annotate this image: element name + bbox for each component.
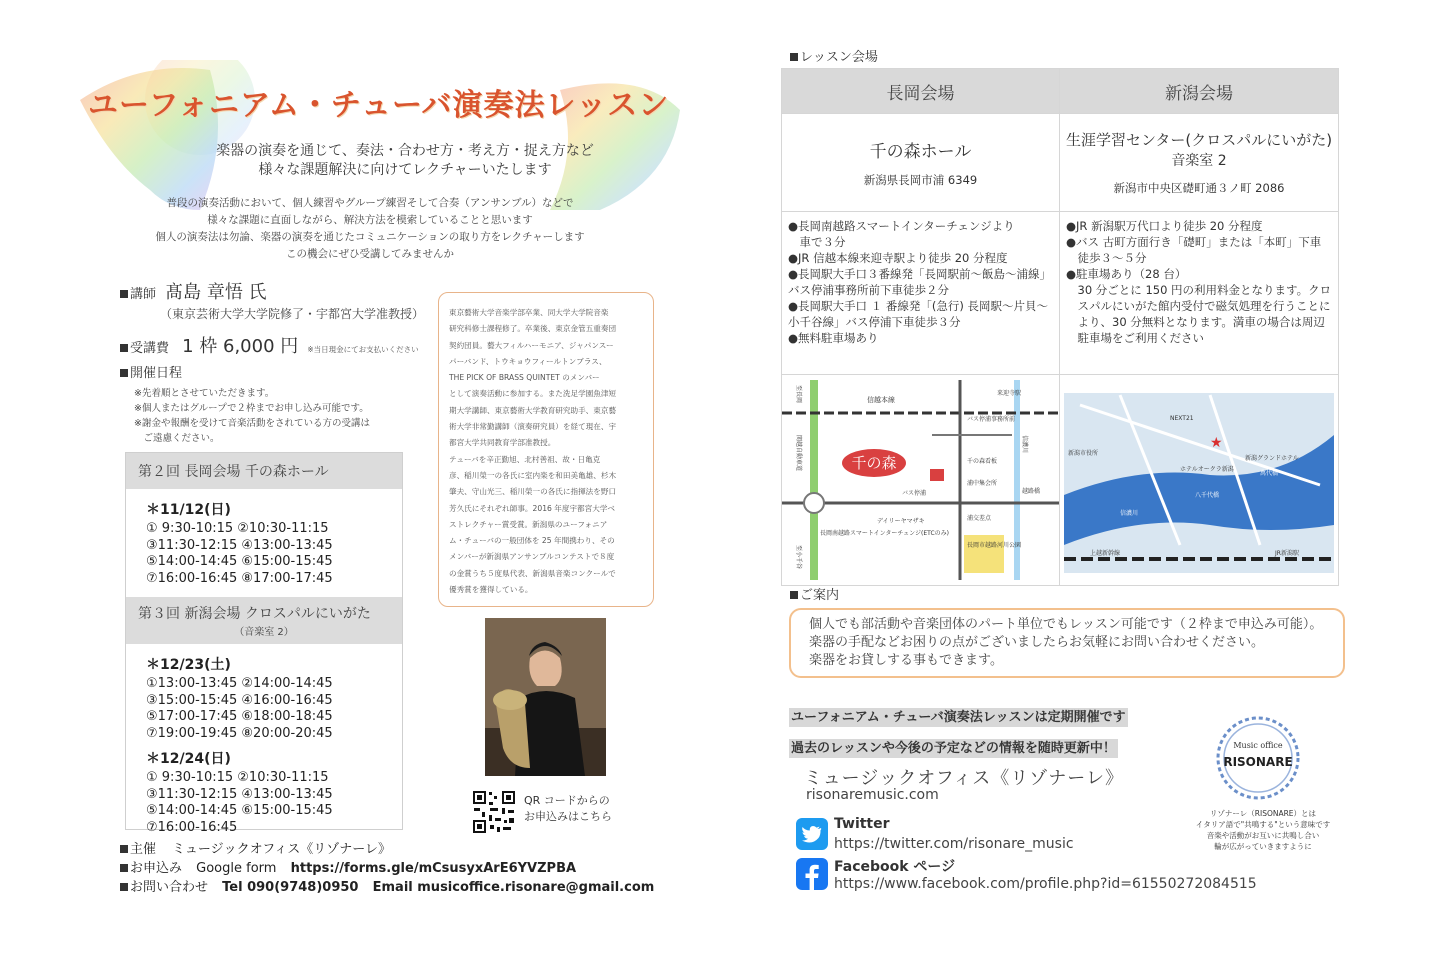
map-hall-label: 千の森 xyxy=(851,454,897,472)
map-target-star-icon: ★ xyxy=(1210,435,1223,451)
building-marker xyxy=(930,469,944,481)
logo-caption-line: 音楽や活動がお互いに共鳴し合い xyxy=(1206,831,1320,840)
slot-row: ③11:30-12:15 ④13:00-13:45 xyxy=(146,786,333,802)
venue2-room: 音楽室 2 xyxy=(1171,153,1227,169)
bio-line: として演奏活動に参加する。また洗足学園魚津短 xyxy=(449,389,617,399)
risonare-logo-emblem xyxy=(1208,712,1308,804)
fee-row xyxy=(120,332,419,358)
facebook-url-link[interactable]: https://www.facebook.com/profile.php?id=61550272084515 xyxy=(834,876,1257,892)
bio-line: 都宮大学共同教育学部准教授。 xyxy=(449,438,556,448)
contact-label: お問い合わせ xyxy=(130,880,209,895)
map-hotel-label: 新潟グランドホテル xyxy=(1245,455,1299,462)
bullet-square xyxy=(120,864,128,872)
map-store-label: デイリーヤマザキ xyxy=(877,518,925,525)
instructor-photo xyxy=(485,618,606,776)
session3-header: 第３回 新潟会場 クロスパルにいがた xyxy=(138,606,371,622)
twitter-label: Twitter xyxy=(834,816,890,832)
facebook-f-icon xyxy=(796,858,828,890)
slot-row: ① 9:30-10:15 ②10:30-11:15 xyxy=(146,770,329,785)
note-line: ご遠慮ください。 xyxy=(134,433,220,444)
map-kouminkan-label: 浦中集会所 xyxy=(967,480,998,487)
slot-row: ⑤17:00-17:45 ⑥18:00-18:45 xyxy=(146,709,333,724)
venue2-header: 新潟会場 xyxy=(1060,69,1339,114)
slot-row: ⑦16:00-16:45 ⑧17:00-17:45 xyxy=(146,570,333,586)
apply-form-name: Google form xyxy=(196,861,277,876)
guide-box xyxy=(789,608,1345,678)
map-dir-label: 至長岡 xyxy=(795,385,802,404)
venue1-header: 長岡会場 xyxy=(782,69,1060,114)
access-line: 30 分ごとに 150 円の利用料金となります。クロ xyxy=(1066,283,1332,297)
twitter-icon[interactable] xyxy=(796,818,828,850)
qr-caption-line: QR コードからの xyxy=(524,794,610,807)
nagaoka-map xyxy=(782,375,1059,585)
map-ic-label: 長岡南越路スマートインターチェンジ(ETCのみ) xyxy=(820,530,949,537)
bio-line: 期大学講師、東京藝術大学教育研究助手、東京藝 xyxy=(449,405,617,415)
host-value: ミュージックオフィス《リゾナーレ》 xyxy=(172,842,391,857)
venue1-access xyxy=(782,212,1060,375)
access-line: 車で３分 xyxy=(788,235,846,249)
map-next21-label: NEXT21 xyxy=(1170,415,1194,422)
map-rail-label: 信越本線 xyxy=(867,396,895,404)
bio-line: 優秀賞を獲得している。 xyxy=(449,585,533,595)
map-hotel-label: ホテルオークラ新潟 xyxy=(1180,466,1234,473)
slot-row: ③15:00-15:45 ④16:00-16:45 xyxy=(146,692,333,708)
regular-notice xyxy=(789,706,1128,725)
instructor-label: 講師 xyxy=(130,287,157,302)
intro-line: 個人の演奏法は勿論、楽器の演奏を通じたコミュニケーションの取り方をレクチャーします xyxy=(155,231,585,243)
instructor-photo-illustration xyxy=(485,618,606,776)
notes xyxy=(134,386,370,446)
schedule-label: 開催日程 xyxy=(130,366,183,381)
apply-label: お申込み xyxy=(130,861,183,876)
bio-line: 肇夫、守山光三、稲川榮一の各氏に指揮法を野口 xyxy=(449,487,617,497)
bio-line: THE PICK OF BRASS QUINTET のメンバー xyxy=(449,373,600,383)
guide-section-title xyxy=(790,584,839,603)
qr-caption-line: お申込みはこちら xyxy=(524,810,612,823)
bio-line: 術大学非常勤講師（演奏研究員）を経て現在、宇 xyxy=(449,422,617,432)
slot-row: ⑦19:00-19:45 ⑧20:00-20:45 xyxy=(146,725,333,741)
contact-row xyxy=(120,876,654,895)
access-line: 徒歩３〜５分 xyxy=(1066,251,1147,265)
map-station-label: JR新潟駅 xyxy=(1275,550,1299,557)
instructor-row xyxy=(120,278,267,304)
session3-date2: ＊12/24(日) xyxy=(146,751,231,767)
note-line: ※謝金や報酬を受けて音楽活動をされている方の受講は xyxy=(134,418,370,429)
bio-line: パーバンド、トウキョウフィールトンブラス、 xyxy=(449,356,607,366)
map-bridge-label: 八千代橋 xyxy=(1195,492,1220,499)
note-line: ※個人またはグループで２枠までお申し込み可能です。 xyxy=(134,403,369,414)
access-line: スパルにいがた館内受付で磁気処理を行うことに xyxy=(1066,299,1331,313)
facebook-label: Facebook ページ xyxy=(834,859,956,875)
map-city-label: 新潟市役所 xyxy=(1068,450,1099,457)
host-label: 主催 xyxy=(130,842,157,857)
venue1-address: 新潟県長岡市浦 6349 xyxy=(863,173,978,187)
access-line: より、30 分無料となります。満車の場合は周辺 xyxy=(1066,315,1325,329)
subtitle xyxy=(180,142,630,180)
bullet-square xyxy=(120,369,128,377)
fee-note: ※当日現金にてお支払いください xyxy=(307,345,419,354)
logo-small-text: Music office xyxy=(1233,741,1283,750)
bullet-square xyxy=(120,290,128,298)
regular-line: ユーフォニアム・チューバ演奏法レッスンは定期開催です xyxy=(791,710,1126,725)
bio-line: テューバを辛正勤旭、北村善祖、故・日亀克 xyxy=(449,454,601,464)
venue2-name-cell xyxy=(1060,114,1339,212)
twitter-bird-icon xyxy=(796,818,828,850)
contact-email-link[interactable]: Email musicoffice.risonare@gmail.com xyxy=(372,880,655,895)
slot-row: ③11:30-12:15 ④13:00-13:45 xyxy=(146,537,333,553)
org-url-link[interactable]: risonaremusic.com xyxy=(806,787,939,803)
page-title: ユーフォニアム・チューバ演奏法レッスン xyxy=(88,88,670,123)
session3-header-block xyxy=(126,597,402,644)
park-area xyxy=(964,535,1004,573)
risonare-logo xyxy=(1208,712,1308,804)
facebook-icon[interactable] xyxy=(796,858,828,890)
session2-slots xyxy=(146,521,402,587)
venue2-name: 生涯学習センター(クロスパルにいがた) xyxy=(1065,131,1333,149)
guide-section-label: ご案内 xyxy=(800,588,840,603)
access-line: ●長岡駅大手口３番線発「長岡駅前〜飯島〜浦線」 xyxy=(788,267,1052,281)
venue1-name-cell xyxy=(782,114,1060,212)
bullet-square xyxy=(120,845,128,853)
instructor-name: 髙島 章悟 氏 xyxy=(165,282,267,303)
fee-label: 受講費 xyxy=(130,341,170,356)
interchange-marker xyxy=(804,493,824,513)
bio-line: ム・チューバの一般団体を 25 年間携わり、その xyxy=(449,536,615,546)
guide-line: 個人でも部活動や音楽団体のパート単位でもレッスン可能です（２枠まで申込み可能）。 xyxy=(809,617,1323,632)
subtitle-line: 様々な課題解決に向けてレクチャーいたします xyxy=(258,162,552,178)
slot-row: ⑦16:00-16:45 xyxy=(146,819,238,835)
bio-line: 彦、稲川榮一の各氏に室内楽を和田美亀雄、杉木 xyxy=(449,470,617,480)
map-expressway-label: 関越自動車道 xyxy=(795,435,802,472)
session2-date: ＊11/12(日) xyxy=(146,502,231,518)
access-line: ●JR 新潟駅万代口より徒歩 20 分程度 xyxy=(1066,219,1263,233)
niigata-map xyxy=(1060,375,1338,585)
slot-row: ① 9:30-10:15 ②10:30-11:15 xyxy=(146,521,329,536)
bio-line: 東京藝術大学音楽学部卒業、同大学大学院音楽 xyxy=(449,308,609,317)
map-river-label: 信濃川 xyxy=(1120,510,1139,517)
session2-header: 第２回 長岡会場 千の森ホール xyxy=(126,453,402,489)
map-rail-label: 上越新幹線 xyxy=(1090,550,1121,557)
apply-row xyxy=(120,857,576,876)
map-dir-label: 至小千谷 xyxy=(795,545,802,570)
intro-line: 様々な課題に直面しながら、解決方法を模索していることと思います xyxy=(207,214,533,226)
slot-row: ⑤14:00-14:45 ⑥15:00-15:45 xyxy=(146,554,333,569)
access-line: ●無料駐車場あり xyxy=(788,331,879,345)
map-busstop-label: バス停浦 xyxy=(902,490,927,497)
guide-line: 楽器の手配などお困りの点がございましたらお気軽にお問い合わせください。 xyxy=(809,635,1265,650)
access-line: ●長岡南越路スマートインターチェンジより xyxy=(788,219,1015,233)
bio-line: 研究科修士課程修了。卒業後、東京金管五重奏団 xyxy=(449,324,617,334)
logo-caption xyxy=(1188,808,1338,852)
map-crossing-label: 浦交差点 xyxy=(967,515,992,522)
access-line: ●長岡駅大手口 １ 番線発「(急行) 長岡駅〜片貝〜 xyxy=(788,299,1048,313)
intro-line: 普段の演奏活動において、個人練習やグループ練習そして合奏（アンサンブル）などで xyxy=(166,197,574,209)
access-line: 駐車場をご利用ください xyxy=(1066,331,1204,345)
apply-url-link[interactable]: https://forms.gle/mCsusyxArE6YVZPBA xyxy=(290,861,577,876)
contact-tel[interactable]: Tel 090(9748)0950 xyxy=(222,880,359,895)
bullet-square xyxy=(790,591,798,599)
venue-section-label: レッスン会場 xyxy=(800,50,878,65)
session3-slots1 xyxy=(146,676,402,742)
bio-line: 芳久氏にそれぞれ師事。2016 年度宇都宮大学ベ xyxy=(449,503,616,513)
venue2-address: 新潟市中央区礎町通３ノ町 2086 xyxy=(1113,181,1285,195)
map-sign-label: 千の森看板 xyxy=(967,458,998,465)
venue2-map[interactable] xyxy=(1060,375,1339,586)
map-river-label: 信濃川 xyxy=(1021,435,1028,454)
venue-table xyxy=(781,68,1339,586)
instructor-title: （東京芸術大学大学院修了・宇都宮大学准教授） xyxy=(160,307,425,321)
bullet-square xyxy=(120,883,128,891)
bio-line: ストレクチャー賞受賞。新潟県のユーフォニア xyxy=(449,519,608,529)
logo-caption-line: イタリア語で"共鳴する"という意味です xyxy=(1195,820,1331,829)
news-notice xyxy=(789,737,1118,756)
org-name: ミュージックオフィス《リゾナーレ》 xyxy=(804,768,1124,789)
venue1-map[interactable] xyxy=(782,375,1060,586)
map-station-label: 来迎寺駅 xyxy=(997,390,1022,397)
map-bridge-label: 越路橋 xyxy=(1022,488,1041,495)
bio-line: 契約団員。藝大フィルハーモニア、ジャパンスー xyxy=(449,340,614,350)
river-line xyxy=(1014,380,1020,580)
map-bus-label: バス停浦事務所前 xyxy=(967,416,1016,423)
access-line: ●バス 古町方面行き「礎町」または「本町」下車 xyxy=(1066,235,1322,249)
map-park-label: 長岡市越路河川公園 xyxy=(967,542,1022,549)
news-line: 過去のレッスンや今後の予定などの情報を随時更新中！ xyxy=(791,741,1116,756)
access-line: ●JR 信越本線来迎寺駅より徒歩 20 分程度 xyxy=(788,251,1008,265)
subtitle-line: 楽器の演奏を通じて、奏法・合わせ方・考え方・捉え方など xyxy=(216,143,594,159)
expressway-line xyxy=(810,380,818,580)
slot-row: ①13:00-13:45 ②14:00-14:45 xyxy=(146,676,333,691)
venue2-access xyxy=(1060,212,1339,375)
schedule-box xyxy=(125,452,403,835)
qr-code-icon[interactable] xyxy=(472,790,516,834)
bio-line: の金賞うち５度県代表、新潟県音楽コンクールで xyxy=(449,568,616,578)
session3-sub: （音楽室 2） xyxy=(234,627,294,638)
bio-line: メンバーが新潟県アンサンブルコンテストで８度 xyxy=(449,552,615,562)
title-banner xyxy=(60,60,680,210)
map-bridge-label: 萬代橋 xyxy=(1260,470,1279,477)
slot-row: ⑤14:00-14:45 ⑥15:00-15:45 xyxy=(146,803,333,818)
qr-caption xyxy=(524,793,612,825)
access-line: 小千谷線」バス停浦下車徒歩３分 xyxy=(788,315,961,329)
instructor-bio xyxy=(438,292,654,607)
logo-main-text: RISONARE xyxy=(1223,755,1293,769)
venue-section-title xyxy=(790,46,878,65)
intro-line: この機会にぜひ受講してみませんか xyxy=(286,248,454,260)
bullet-square xyxy=(790,53,798,61)
access-line: バス停浦事務所前下車徒歩２分 xyxy=(788,283,949,297)
schedule-label-row xyxy=(120,362,182,381)
twitter-url-link[interactable]: https://twitter.com/risonare_music xyxy=(834,836,1074,852)
access-line: ●駐車場あり（28 台） xyxy=(1066,267,1187,281)
intro-text xyxy=(120,195,620,263)
bullet-square xyxy=(120,344,128,352)
logo-caption-line: リゾナーレ（RISONARE）とは xyxy=(1209,809,1317,818)
guide-line: 楽器をお貸しする事もできます。 xyxy=(809,653,1003,668)
venue1-name: 千の森ホール xyxy=(869,142,972,162)
session3-slots2 xyxy=(146,770,402,836)
note-line: ※先着順とさせていただきます。 xyxy=(134,388,275,399)
host-row xyxy=(120,838,391,857)
session3-date1: ＊12/23(土) xyxy=(146,657,231,673)
fee-value: 1 枠 6,000 円 xyxy=(182,336,299,357)
logo-caption-line: 輪が広がっていきますように xyxy=(1214,842,1312,851)
